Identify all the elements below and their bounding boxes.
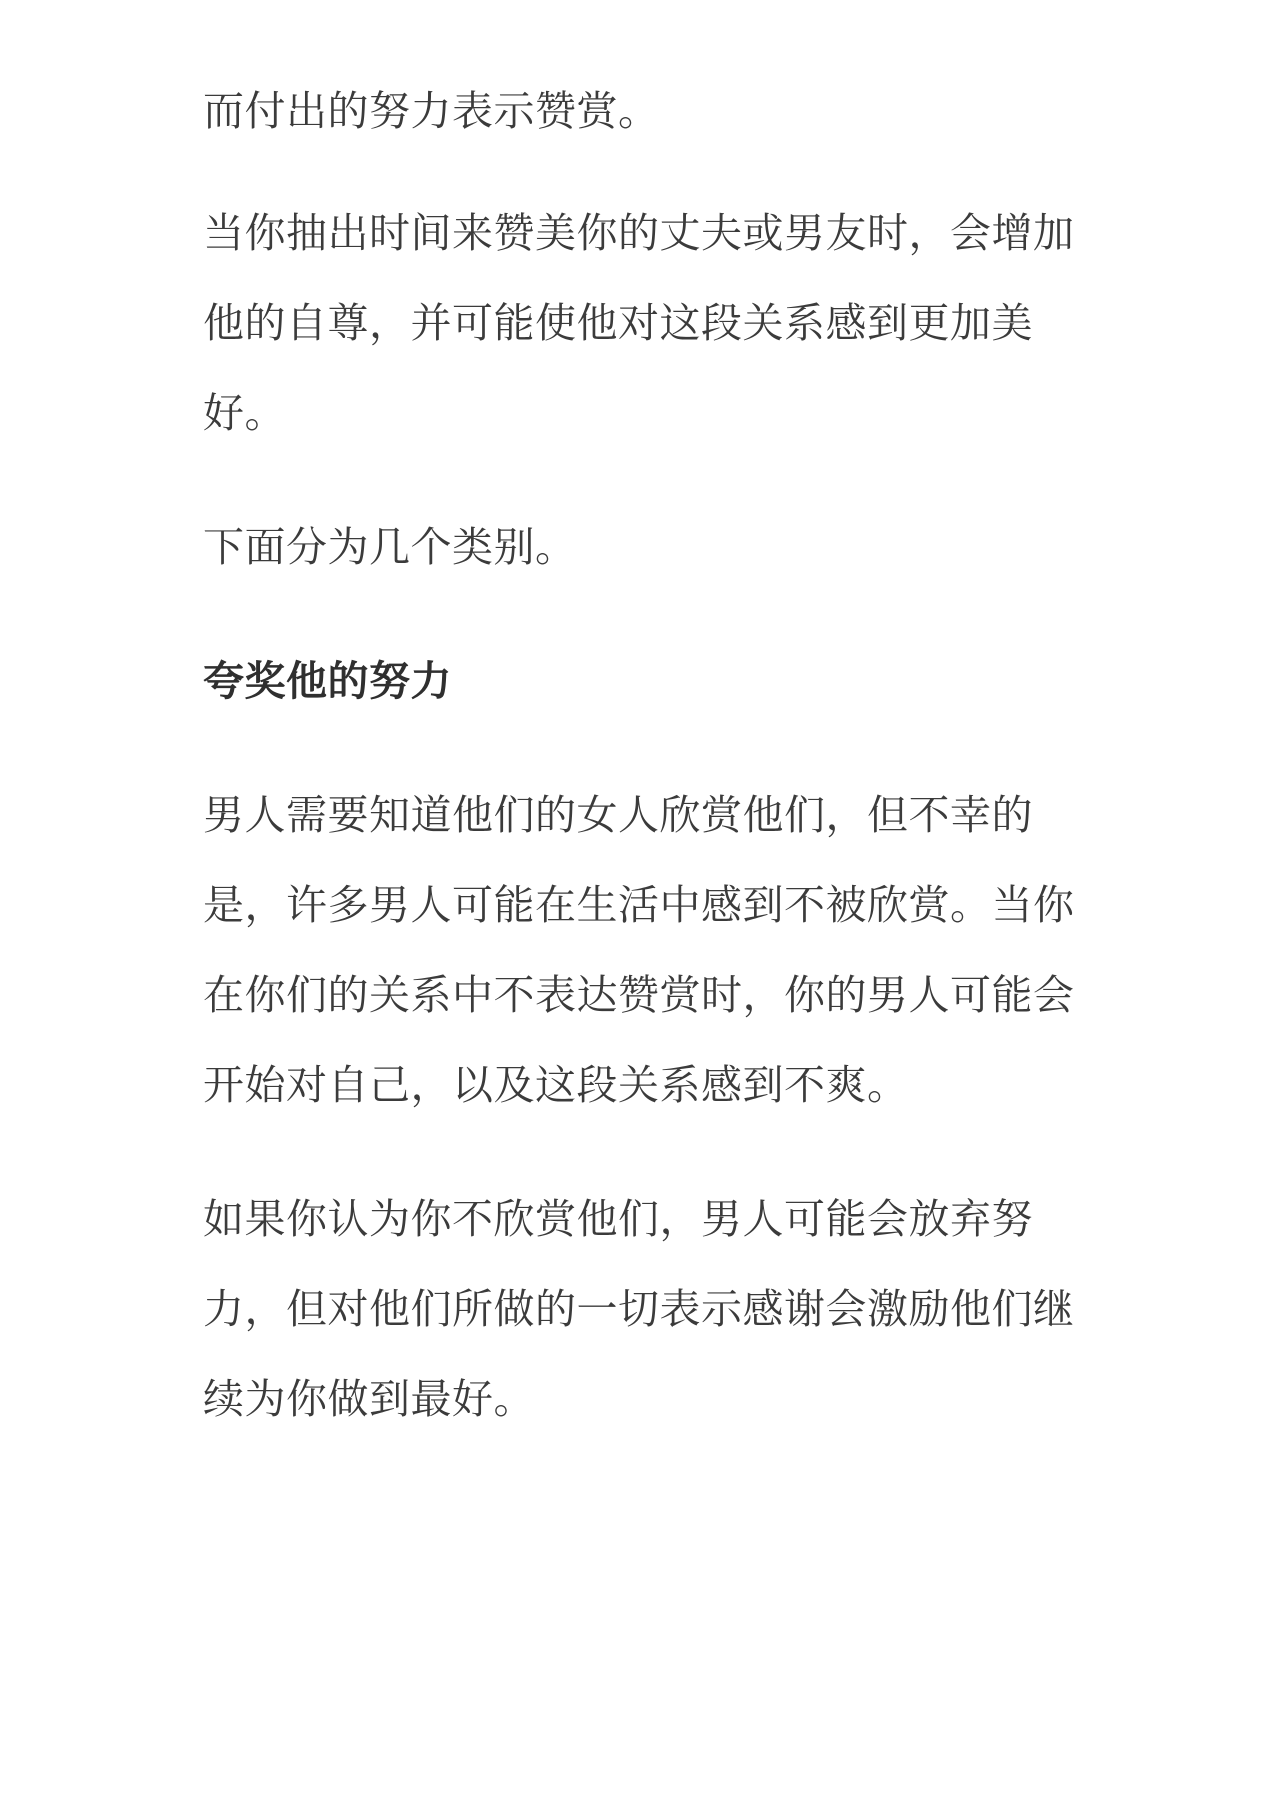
section-heading: 夸奖他的努力: [203, 657, 452, 705]
paragraph-line: 男人需要知道他们的女人欣赏他们，但不幸的: [203, 791, 1033, 839]
paragraph-line: 好。: [203, 389, 286, 437]
paragraph-line: 是，许多男人可能在生活中感到不被欣赏。当你: [203, 881, 1075, 929]
paragraph-line: 续为你做到最好。: [203, 1375, 535, 1423]
paragraph-line: 而付出的努力表示赞赏。: [203, 87, 660, 135]
paragraph-line: 力，但对他们所做的一切表示感谢会激励他们继: [203, 1285, 1075, 1333]
paragraph-line: 他的自尊，并可能使他对这段关系感到更加美: [203, 299, 1033, 347]
paragraph-line: 开始对自己，以及这段关系感到不爽。: [203, 1061, 909, 1109]
paragraph-line: 在你们的关系中不表达赞赏时，你的男人可能会: [203, 971, 1075, 1019]
paragraph-line: 如果你认为你不欣赏他们，男人可能会放弃努: [203, 1195, 1033, 1243]
paragraph-line: 下面分为几个类别。: [203, 523, 577, 571]
paragraph-line: 当你抽出时间来赞美你的丈夫或男友时，会增加: [203, 209, 1075, 257]
